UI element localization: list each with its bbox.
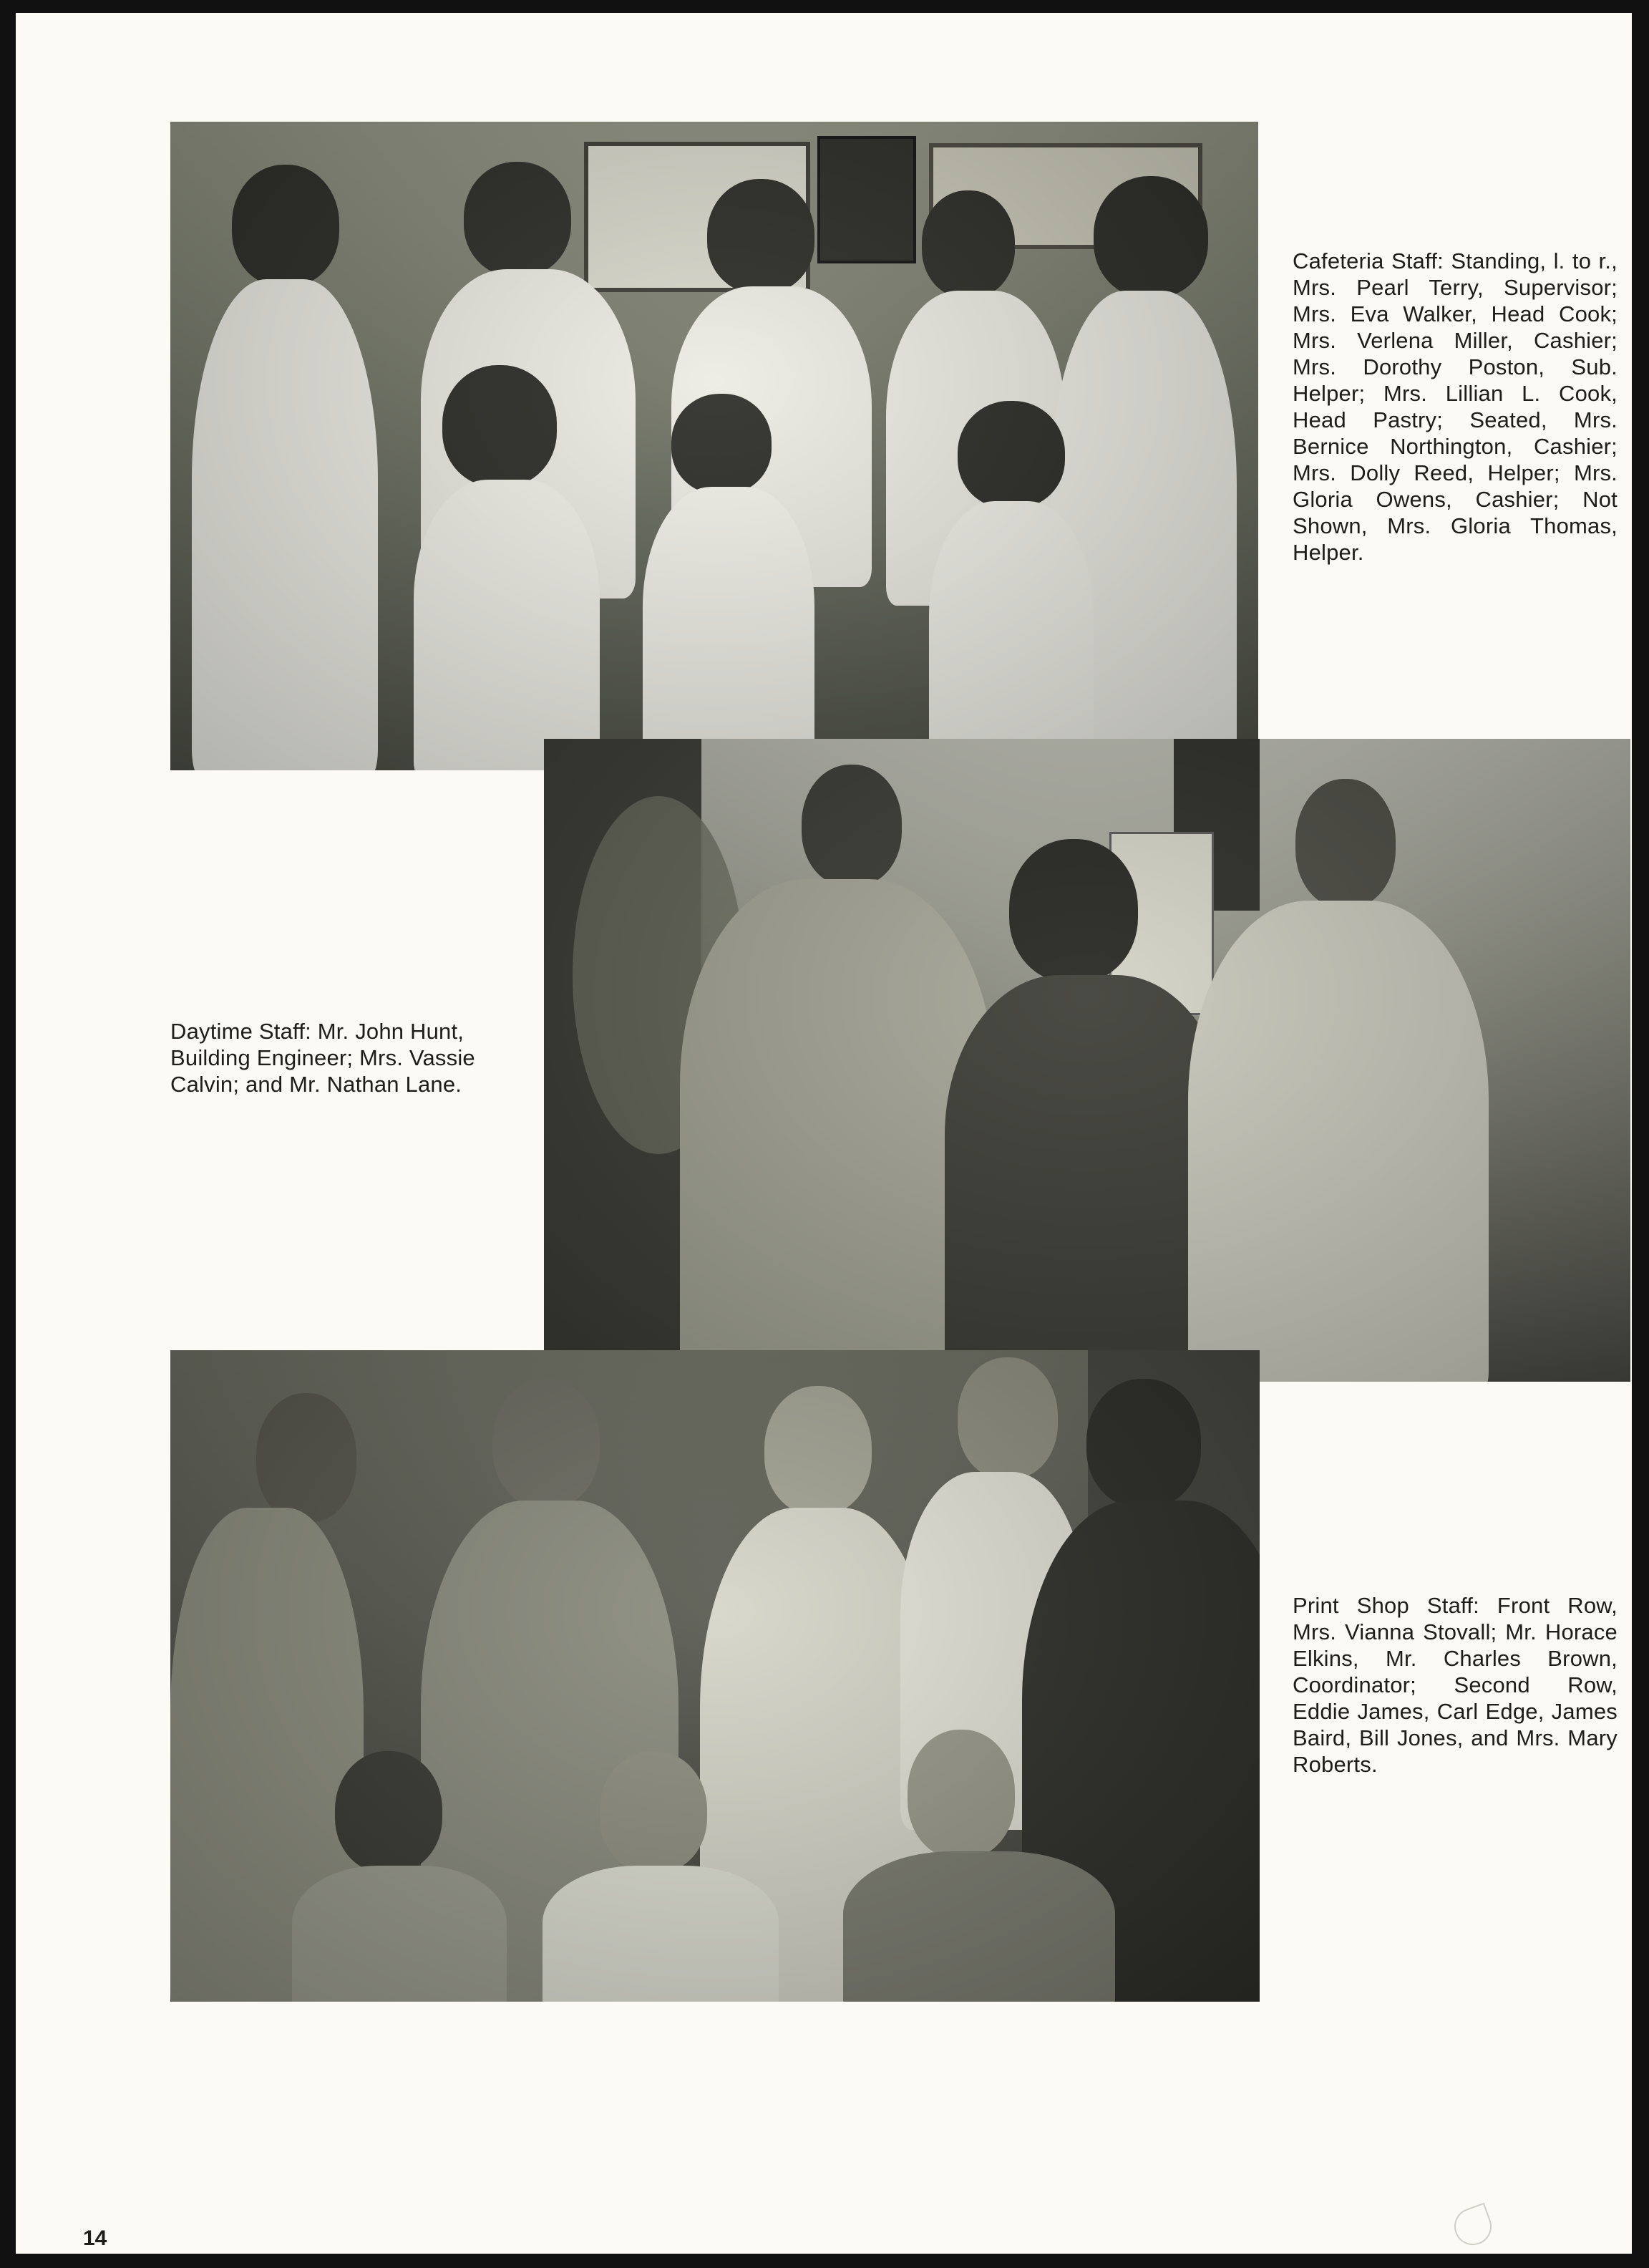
print-shop-staff-caption: Print Shop Staff: Front Row, Mrs. Vianna Stovall; Mr. Horace Elkins, Mr. Charles Brown, Coordinator; Second Row, Eddie James, Carl Edge, James Baird, Bill Jones, and Mrs. Mary Roberts.	[1293, 1593, 1618, 1777]
cafeteria-staff-photo	[170, 122, 1258, 770]
page-number: 14	[83, 2226, 107, 2250]
yearbook-page	[16, 13, 1632, 2254]
leaf-icon	[1449, 2203, 1497, 2251]
daytime-staff-photo	[544, 739, 1630, 1382]
daytime-staff-caption: Daytime Staff: Mr. John Hunt, Building Engineer; Mrs. Vassie Calvin; and Mr. Nathan Lane.	[170, 1019, 475, 1097]
print-shop-staff-photo	[170, 1350, 1260, 2002]
cafeteria-staff-caption: Cafeteria Staff: Standing, l. to r., Mrs. Pearl Terry, Supervisor; Mrs. Eva Walker, Head Cook; Mrs. Verlena Miller, Cashier; Mrs. Dorothy Poston, Sub. Helper; Mrs. Lillian L. Cook, Head Pastry; Seated, Mrs. Bernice Northington, Cashier; Mrs. Dolly Reed, Helper; Mrs. Gloria Owens, Cashier; Not Shown, Mrs. Gloria Thomas, Helper.	[1293, 248, 1618, 565]
menu-board	[817, 136, 916, 263]
